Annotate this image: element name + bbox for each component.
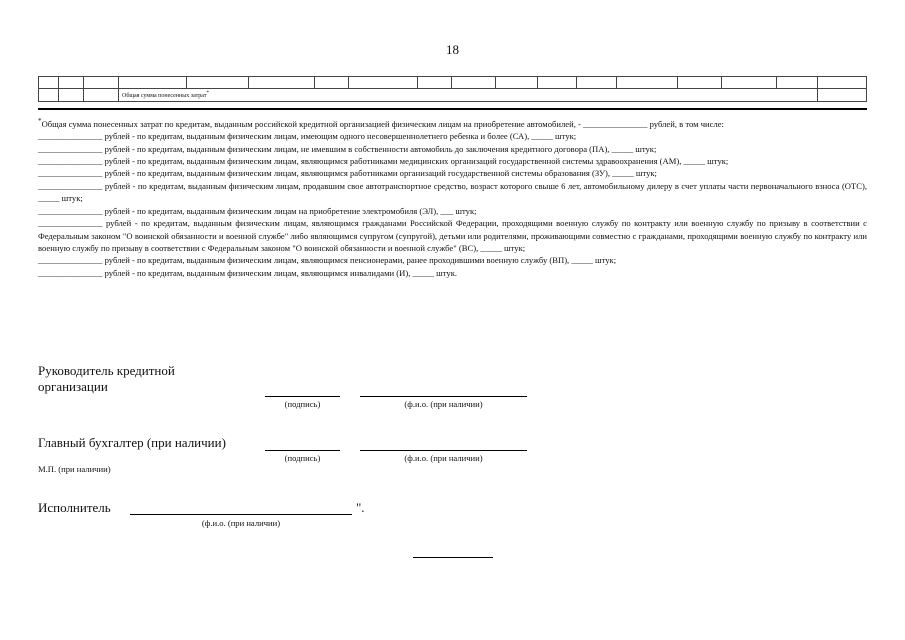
- table-cell: [84, 77, 119, 89]
- accountant-name-caption: (ф.и.о. (при наличии): [404, 453, 483, 463]
- table-cell: [777, 77, 818, 89]
- head-signature-line: [265, 396, 340, 397]
- footnote-item: _______________ рублей - по кредитам, выданным физическим лицам, имеющим одного несовершеннолетнего ребенка и более (СА), _____ штук;: [38, 131, 577, 142]
- executor-name-line: [130, 514, 352, 515]
- table-cell: [678, 77, 722, 89]
- table-cell: [452, 77, 496, 89]
- footnote-item: _______________ рублей - по кредитам, выданным физическим лицам на приобретение электромобиля (ЭЛ), ___ штук;: [38, 205, 477, 216]
- head-label-line1: Руководитель кредитной: [38, 363, 175, 378]
- footnote-lead-text: Общая сумма понесенных затрат по кредитам, выданным российской кредитной организацией физическим лицам на приобретение автомобилей, - _______________ рублей, в том числе:: [41, 118, 724, 129]
- footnote-item: _______________ рублей - по кредитам, выданным физическим лицам, продавшим свое автотранспортное средство, возраст которого свыше 6 лет, автомобильному дилеру в счет уплаты части первоначального взноса (ОТС), _____ штук;: [38, 180, 867, 204]
- table-row: [39, 77, 867, 89]
- accountant-signature-caption: (подпись): [284, 453, 321, 463]
- footnote-item: _______________ рублей - по кредитам, выданным физическим лицам, являющимся работниками медицинских организаций государственной системы здравоохранения (АМ), _____ штук;: [38, 156, 729, 167]
- footnote-ref: *: [206, 91, 209, 96]
- accountant-name-line: [360, 450, 527, 451]
- table-cell: [187, 77, 249, 89]
- table-cell: [818, 77, 867, 89]
- cost-table: [38, 76, 867, 102]
- table-cell: [84, 89, 119, 102]
- accountant-signature-line: [265, 450, 340, 451]
- table-cell: [577, 77, 617, 89]
- executor-label: Исполнитель: [38, 500, 111, 515]
- total-row: [39, 89, 867, 102]
- executor-close-quote: ".: [356, 500, 365, 515]
- table-cell: [249, 77, 315, 89]
- footnote-lead: [38, 115, 867, 130]
- footnote: [38, 115, 867, 279]
- table-cell: [39, 89, 59, 102]
- head-name-line: [360, 396, 527, 397]
- page-number: 18: [446, 42, 459, 57]
- table-cell: [617, 77, 678, 89]
- footnote-item: _______________ рублей - по кредитам, выданным физическим лицам, являющимся гражданами Российской Федерации, проходящими военную службу по контракту или военную службу по призыву в соответствии с Федеральным законом "О воинской обязанности и военной службе" либо являющимся супругом (супругой), детьми или родителями, проживающими совместно с гражданами, проходящими военную службу по контракту или военную службу по призыву в соответствии с Федеральным законом "О воинской обязанности и военной службе" (ВС), _____ штук;: [38, 218, 867, 253]
- table-cell: [59, 77, 84, 89]
- head-label-line2: организации: [38, 379, 108, 394]
- footnote-mark: *: [38, 117, 42, 125]
- table-cell: [538, 77, 577, 89]
- head-of-organization-label: [38, 363, 175, 395]
- head-name-caption: (ф.и.о. (при наличии): [404, 399, 483, 409]
- table-cell: [349, 77, 418, 89]
- table-cell: [818, 89, 867, 102]
- chief-accountant-label: Главный бухгалтер (при наличии): [38, 435, 226, 450]
- stamp-place: М.П. (при наличии): [38, 464, 111, 474]
- executor-name-caption: (ф.и.о. (при наличии): [201, 518, 281, 528]
- table-cell: [496, 77, 538, 89]
- head-signature-caption: (подпись): [284, 399, 321, 409]
- table-cell: [39, 77, 59, 89]
- table-cell: [722, 77, 777, 89]
- table-cell: [119, 77, 187, 89]
- table-cell: [59, 89, 84, 102]
- footnote-item: _______________ рублей - по кредитам, выданным физическим лицам, являющимся работниками организаций государственной системы образования (ЗУ), _____ штук;: [38, 168, 657, 179]
- total-row-label: [119, 89, 818, 102]
- closing-rule: [413, 557, 493, 558]
- table-cell: [315, 77, 349, 89]
- footnote-item: _______________ рублей - по кредитам, выданным физическим лицам, не имевшим в собственности автомобиль до заключения кредитного договора (ПА), _____ штук;: [38, 143, 657, 154]
- total-row-label-text: Общая сумма понесенных затрат: [122, 93, 207, 99]
- footnote-item: _______________ рублей - по кредитам, выданным физическим лицам, являющимся инвалидами (И), _____ штук.: [38, 267, 458, 278]
- table-cell: [418, 77, 452, 89]
- footnote-item: _______________ рублей - по кредитам, выданным физическим лицам, являющимся пенсионерами, ранее проходившими военную службу (ВП), _____ штук;: [38, 255, 617, 266]
- footnote-divider: [38, 108, 867, 110]
